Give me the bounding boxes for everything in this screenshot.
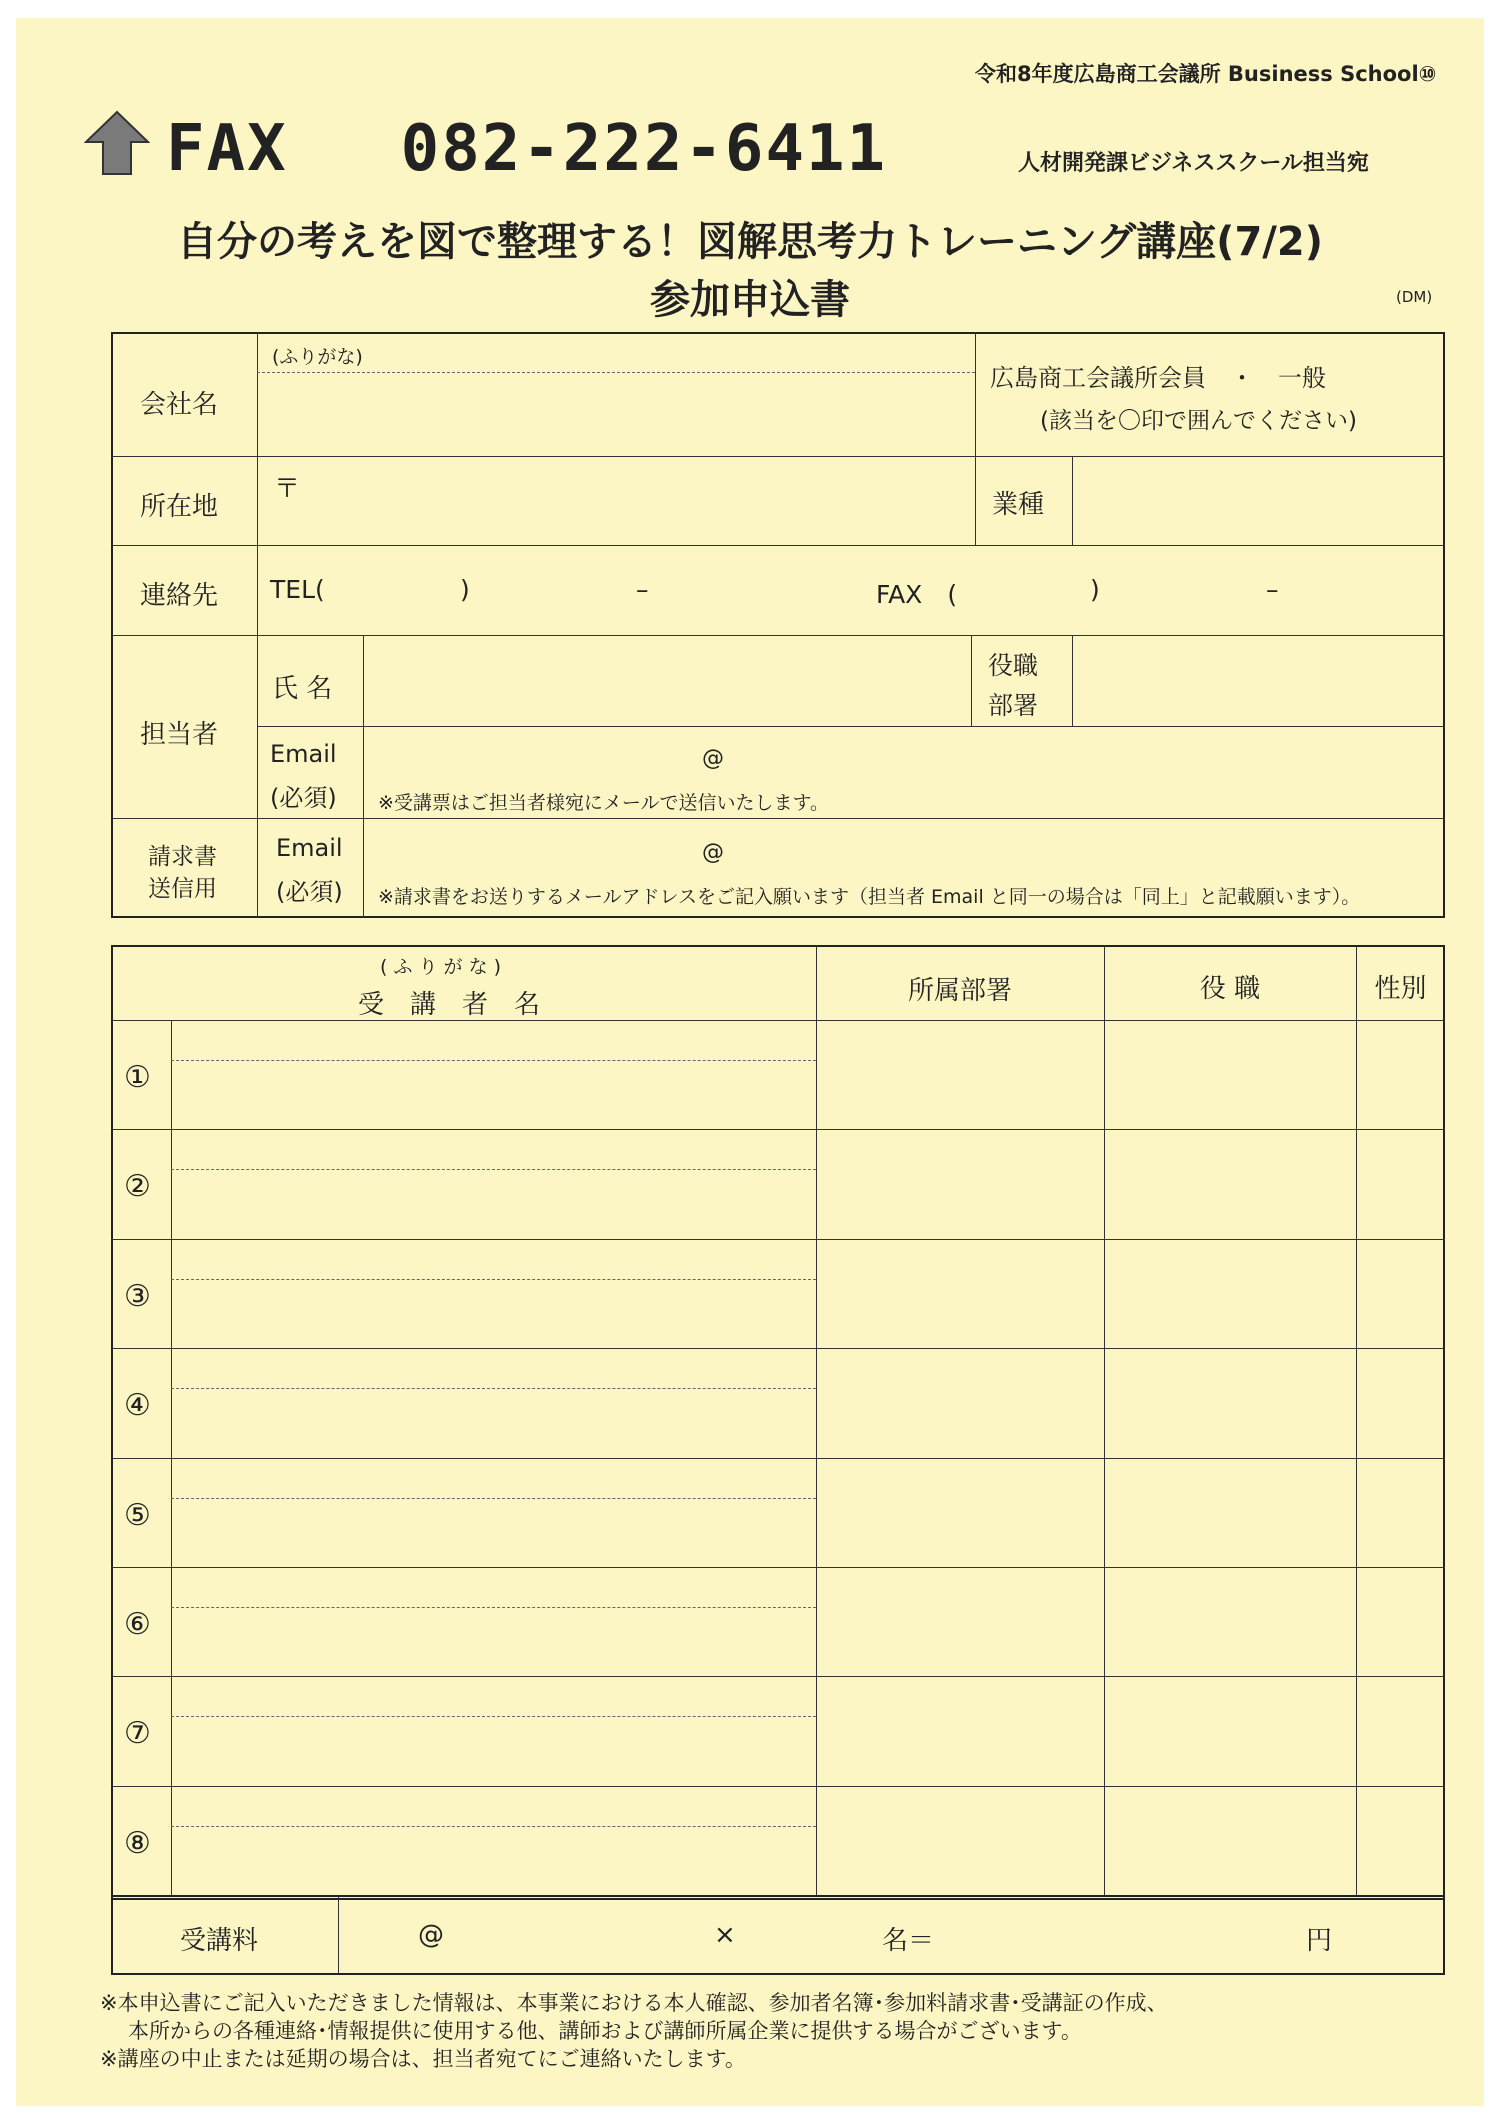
col-divider [1356,945,1357,1895]
fax-close: ) [1090,575,1100,604]
dm-mark: (DM) [1396,288,1433,306]
participant-number: ⑥ [124,1606,151,1642]
position-header: 役 職 [1199,974,1261,1004]
fee-yen: 円 [1306,1926,1333,1956]
participant-gender-field[interactable] [1360,1461,1442,1564]
furigana-divider [257,372,975,373]
participant-position-field[interactable] [1108,1789,1354,1892]
participant-department-field[interactable] [820,1132,1102,1235]
up-arrow-icon [84,110,150,176]
tel-field[interactable] [330,560,850,620]
participant-number: ③ [124,1278,151,1314]
privacy-note-2: 本所からの各種連絡･情報提供に使用する他、講師および講師所属企業に提供する場合がございます。 [128,2019,1082,2043]
fee-persons: 名＝ [882,1926,935,1956]
fax-number: 082-222-6411 [400,112,888,186]
address-field[interactable] [300,460,970,542]
col-divider [971,635,972,726]
row-divider [111,1129,1445,1130]
fax-number-heading [166,112,887,186]
tel-dash: – [636,575,649,604]
participant-number: ⑧ [124,1825,151,1861]
participant-department-field[interactable] [820,1789,1102,1892]
fee-label: 受講料 [180,1926,259,1956]
col-divider [1072,456,1073,545]
invoice-email-field[interactable] [366,822,1442,872]
postal-mark: 〒 [274,474,301,504]
participant-department-field[interactable] [820,1351,1102,1454]
row-divider [111,1567,1445,1568]
participant-position-field[interactable] [1108,1132,1354,1235]
tel-open: TEL( [270,575,325,604]
company-name-field[interactable] [260,376,972,454]
participant-position-field[interactable] [1108,1570,1354,1673]
position-label-line2: 部署 [988,691,1039,720]
row-divider [257,726,1445,727]
row-divider [111,1676,1445,1677]
membership-note: (該当を〇印で囲んでください) [1040,408,1357,434]
participant-name-field[interactable] [174,1132,816,1235]
col-divider [257,332,258,918]
participant-gender-field[interactable] [1360,1351,1442,1454]
fax-open: FAX ( [876,580,958,609]
col-divider [1104,945,1105,1895]
participant-furigana-header: ( ふ り が な ) [380,956,502,978]
invoice-label-line1: 請求書 [148,844,217,870]
participant-department-field[interactable] [820,1023,1102,1126]
row-divider [111,1786,1445,1787]
participant-gender-field[interactable] [1360,1789,1442,1892]
participant-name-header: 受 講 者 名 [358,990,541,1020]
name-label: 氏 名 [272,674,333,704]
participant-department-field[interactable] [820,1570,1102,1673]
fee-at: @ [418,1920,444,1950]
col-divider [816,945,817,1895]
form-title: 自分の考えを図で整理する！図解思考力トレーニング講座(7/2) [176,219,1324,265]
fax-dash: – [1266,575,1279,604]
participant-gender-field[interactable] [1360,1242,1442,1345]
participant-name-field[interactable] [174,1023,816,1126]
row-divider [111,456,1445,457]
row-divider [111,545,1445,546]
name-field[interactable] [366,638,968,724]
participant-name-field[interactable] [174,1570,816,1673]
invoice-label-line2: 送信用 [148,876,217,902]
furigana-label: (ふりがな) [272,346,363,368]
participant-name-field[interactable] [174,1679,816,1782]
participant-position-field[interactable] [1108,1351,1354,1454]
participant-position-field[interactable] [1108,1242,1354,1345]
address-label: 所在地 [140,492,219,522]
participant-name-field[interactable] [174,1351,816,1454]
row-divider [111,818,1445,819]
participant-name-field[interactable] [174,1789,816,1892]
participant-name-field[interactable] [174,1242,816,1345]
position-label-line1: 役職 [988,651,1039,680]
row-divider [111,635,1445,636]
industry-label: 業種 [992,490,1045,520]
participant-department-field[interactable] [820,1679,1102,1782]
form-subtitle: 参加申込書 [650,277,850,323]
participant-number: ① [124,1060,151,1095]
gender-header: 性別 [1374,974,1427,1004]
participant-gender-field[interactable] [1360,1570,1442,1673]
fax-field[interactable] [960,560,1430,620]
contact-label: 連絡先 [140,581,219,611]
participant-number: ④ [124,1388,151,1424]
participant-position-field[interactable] [1108,1461,1354,1564]
row-divider [111,1348,1445,1349]
school-header: 令和8年度広島商工会議所 Business School⑩ [975,62,1437,86]
participant-number: ② [124,1169,151,1205]
participant-department-field[interactable] [820,1461,1102,1564]
col-divider [363,635,364,918]
department-header: 所属部署 [907,976,1012,1006]
participant-name-field[interactable] [174,1461,816,1564]
privacy-note-1: ※本申込書にご記入いただきました情報は、本事業における本人確認、参加者名簿･参加料請求書･受講証の作成、 [100,1991,1168,2015]
person-in-charge-label: 担当者 [140,720,219,750]
email-at: @ [702,746,724,771]
fee-times: × [714,1920,736,1950]
email-required-label: (必須) [270,784,337,812]
fee-field[interactable] [342,1899,1442,1971]
attention-department: 人材開発課ビジネススクール担当宛 [1018,151,1369,176]
invoice-email-label: Email [276,834,343,862]
industry-field[interactable] [1076,460,1442,542]
participant-gender-field[interactable] [1360,1023,1442,1126]
company-name-label: 会社名 [140,390,219,420]
participant-number: ⑤ [124,1497,151,1533]
membership-choice[interactable]: 広島商工会議所会員 ・ 一般 [990,364,1326,392]
cancellation-note: ※講座の中止または延期の場合は、担当者宛てにご連絡いたします。 [100,2047,746,2071]
invoice-email-note: ※請求書をお送りするメールアドレスをご記入願います（担当者 Email と同一の場合は「同上」と記載願います）。 [378,886,1361,908]
row-divider [111,1458,1445,1459]
participant-position-field[interactable] [1108,1023,1354,1126]
fax-label: FAX [166,112,288,186]
email-field[interactable] [366,730,1442,782]
email-note: ※受講票はご担当者様宛にメールで送信いたします。 [378,792,830,814]
invoice-required-label: (必須) [276,878,343,906]
header-divider [111,1020,1445,1021]
participant-gender-field[interactable] [1360,1679,1442,1782]
col-divider [975,456,976,545]
tel-close: ) [460,575,470,604]
position-field[interactable] [1076,638,1442,724]
participant-department-field[interactable] [820,1242,1102,1345]
participant-gender-field[interactable] [1360,1132,1442,1235]
col-divider [1072,635,1073,726]
invoice-email-at: @ [702,840,724,865]
row-divider [111,1239,1445,1240]
participant-number: ⑦ [124,1716,151,1752]
participant-position-field[interactable] [1108,1679,1354,1782]
col-divider [975,332,976,456]
email-label: Email [270,740,337,768]
